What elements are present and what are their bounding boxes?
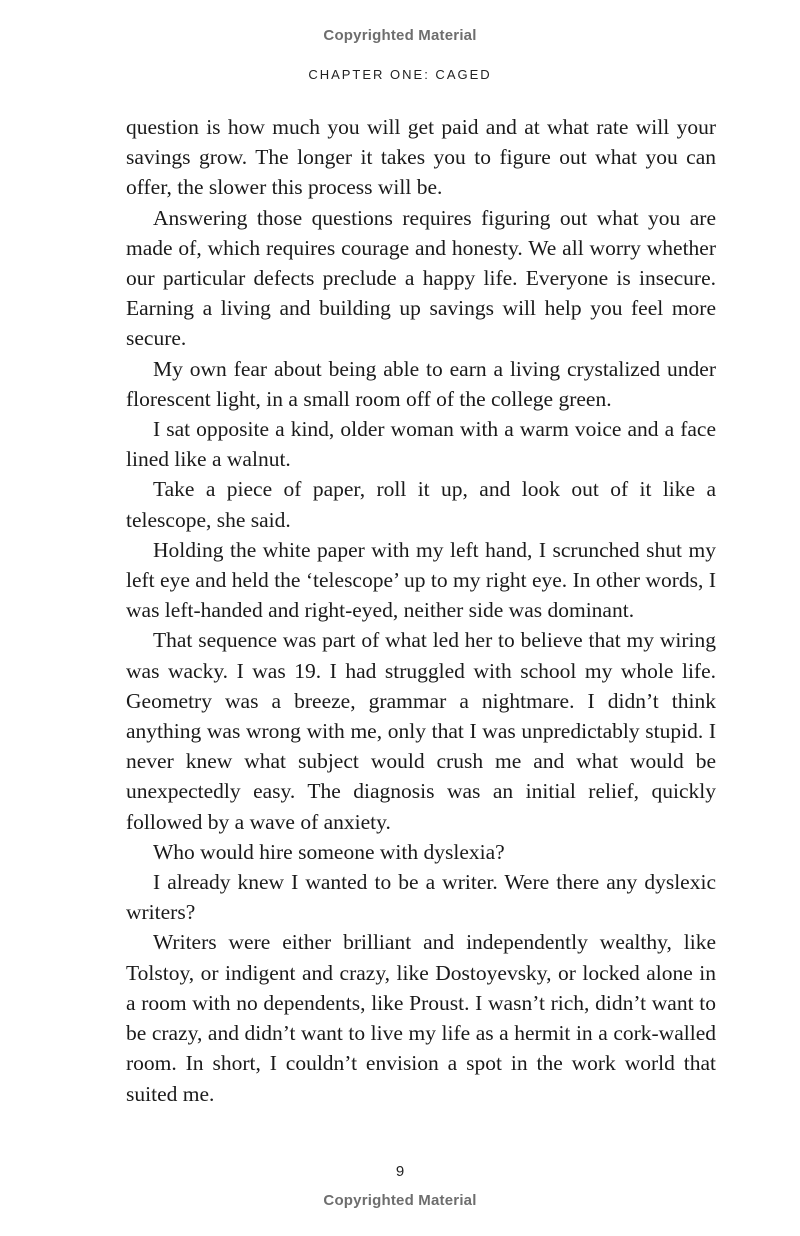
- paragraph: Holding the white paper with my left hand, I scrunched shut my left eye and held the ‘telescope’ up to my right eye. In other words, I was left-handed and right-eyed, neither side was dominant.: [126, 537, 716, 623]
- running-head: CHAPTER ONE: CAGED: [308, 67, 492, 82]
- body-text: [126, 112, 716, 1109]
- paragraph: Who would hire someone with dyslexia?: [153, 839, 505, 864]
- copyright-watermark-bottom: Copyrighted Material: [323, 1192, 477, 1209]
- paragraph: I already knew I wanted to be a writer. Were there any dyslexic writers?: [126, 870, 716, 925]
- paragraph: Answering those questions requires figuring out what you are made of, which requires courage and honesty. We all worry whether our particular defects preclude a happy life. Everyone is insecure. Earning a living and building up savings will help you feel more secure.: [126, 205, 716, 351]
- paragraph: question is how much you will get paid and at what rate will your savings grow. The longer it takes you to figure out what you can offer, the slower this process will be.: [126, 115, 716, 200]
- paragraph: That sequence was part of what led her to believe that my wiring was wacky. I was 19. I had struggled with school my whole life. Geometry was a breeze, grammar a nightmare. I didn’t think anything was wrong with me, only that I was unpredictably stupid. I never knew what subject would crush me and what would be unexpectedly easy. The diagnosis was an initial relief, quickly followed by a wave of anxiety.: [126, 628, 716, 834]
- paragraph: I sat opposite a kind, older woman with a warm voice and a face lined like a walnut.: [126, 417, 716, 472]
- copyright-watermark-top: Copyrighted Material: [323, 27, 477, 44]
- paragraph: Take a piece of paper, roll it up, and look out of it like a telescope, she said.: [126, 477, 716, 532]
- page-number: 9: [395, 1163, 405, 1180]
- paragraph: Writers were either brilliant and independently wealthy, like Tolstoy, or indigent and crazy, like Dostoyevsky, or locked alone in a room with no dependents, like Proust. I wasn’t rich, didn’t want to be crazy, and didn’t want to live my life as a hermit in a cork-walled room. In short, I couldn’t envision a spot in the work world that suited me.: [126, 930, 716, 1106]
- paragraph: My own fear about being able to earn a living crystalized under florescent light, in a small room off of the college green.: [126, 356, 716, 411]
